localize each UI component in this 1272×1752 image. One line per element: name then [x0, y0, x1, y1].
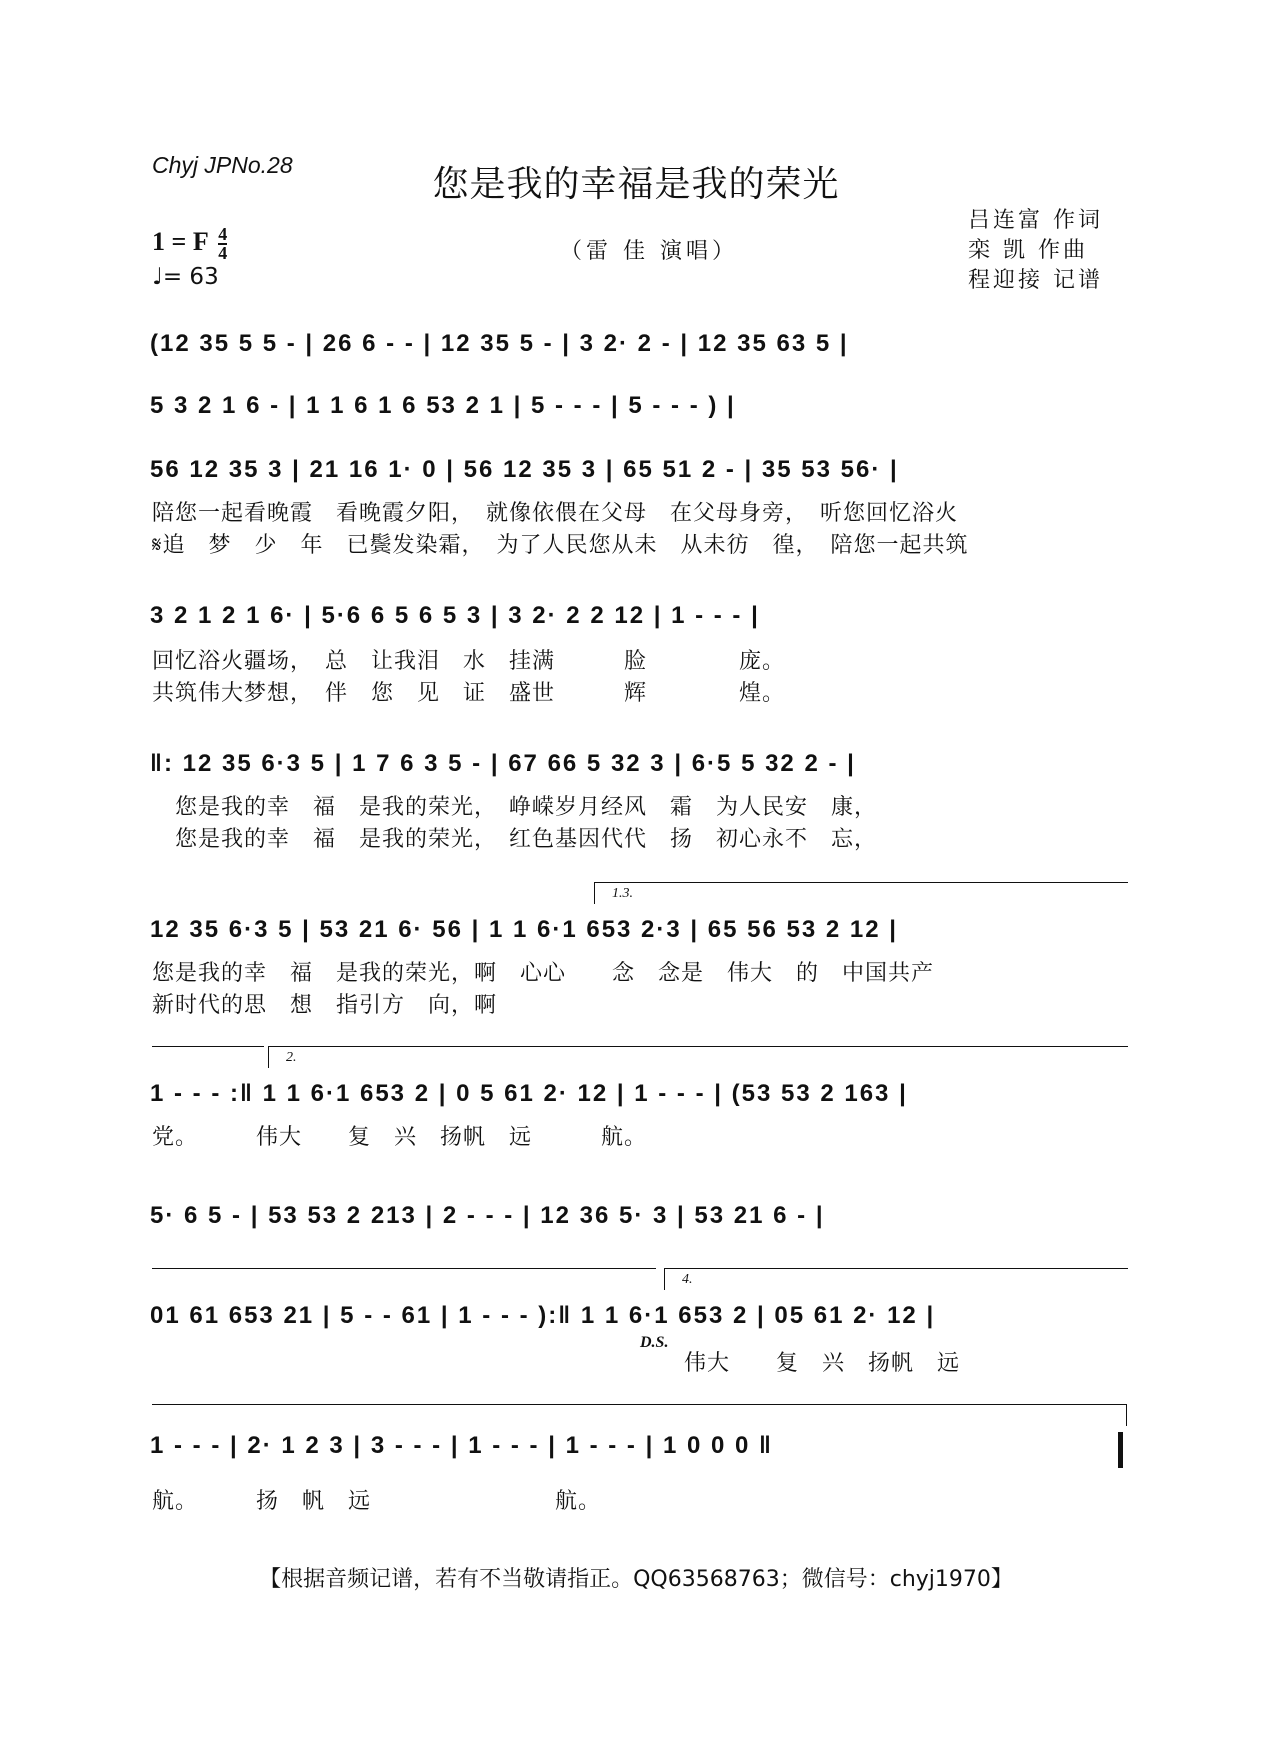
volta-1-3-continuation: [152, 1046, 264, 1047]
score-row-3: 56 12 35 3 | 21 16 1· 0 | 56 12 35 3 | 65 51 2 - | 35 53 56· |: [150, 456, 899, 483]
score-row-8: 5· 6 5 - | 53 53 2 213 | 2 - - - | 12 36 5· 3 | 53 21 6 - |: [150, 1202, 825, 1229]
tempo-mark: ♩= 63: [152, 264, 219, 290]
lyric-row-4b: 共筑伟大梦想， 伴 您 见 证 盛世 辉 煌。: [152, 681, 786, 706]
time-bottom: 4: [218, 243, 228, 263]
footer-note: 【根据音频记谱，若有不当敬请指正。QQ63568763；微信号：chyj1970】: [259, 1567, 1013, 1592]
credits-block: [968, 206, 1103, 296]
key-signature: [152, 226, 227, 262]
lyric-row-5a: 您是我的幸 福 是我的荣光， 峥嵘岁月经风 霜 为人民安 康，: [152, 795, 878, 820]
volta-4-label: 4.: [682, 1272, 693, 1287]
score-row-7: 1 - - - :‖ 1 1 6·1 653 2 | 0 5 61 2· 12 | 1 - - - | (53 53 2 163 |: [150, 1080, 908, 1107]
score-code: Chyj JPNo.28: [152, 152, 293, 178]
lyric-row-10: 航。 扬 帆 远 航。: [152, 1489, 602, 1514]
score-row-6: 12 35 6·3 5 | 53 21 6· 56 | 1 1 6·1 653 2·3 | 65 56 53 2 12 |: [150, 916, 898, 943]
dal-segno-mark: D.S.: [640, 1334, 669, 1351]
score-row-10: 1 - - - | 2· 1 2 3 | 3 - - - | 1 - - - | 1 - - - | 1 0 0 0 ‖: [150, 1432, 773, 1459]
lyric-row-6b: 新时代的思 想 指引方 向，啊: [152, 993, 498, 1018]
volta-4-continuation: [152, 1404, 1126, 1405]
volta-1-3-bracket: [594, 882, 1128, 883]
volta-1-3-label: 1.3.: [612, 886, 633, 901]
score-row-1: (12 35 5 5 - | 26 6 - - | 12 35 5 - | 3 2· 2 - | 12 35 63 5 |: [150, 330, 849, 357]
lyric-row-4a: 回忆浴火疆场， 总 让我泪 水 挂满 脸 庞。: [152, 649, 786, 674]
score-row-9: 01 61 653 21 | 5 - - 61 | 1 - - - ):‖ 1 1 6·1 653 2 | 05 61 2· 12 |: [150, 1302, 936, 1329]
lyric-row-5b: 您是我的幸 福 是我的荣光， 红色基因代代 扬 初心永不 忘，: [152, 827, 878, 852]
volta-1-3-tick: [594, 882, 595, 904]
lyric-row-3a: 陪您一起看晚霞 看晚霞夕阳， 就像依偎在父母 在父母身旁， 听您回忆浴火: [152, 501, 959, 526]
volta-2-continuation: [152, 1268, 656, 1269]
lyric-row-3b: 𝄋追 梦 少 年 已鬓发染霜， 为了人民您从未 从未彷 徨， 陪您一起共筑: [152, 533, 969, 558]
time-top: 4: [218, 224, 228, 244]
time-signature: [218, 226, 227, 262]
lyric-row-7: 党。 伟大 复 兴 扬帆 远 航。: [152, 1125, 648, 1150]
singer-credit: （雷 佳 演唱）: [560, 239, 738, 264]
volta-2-bracket: [268, 1046, 1128, 1047]
score-row-5: ‖: 12 35 6·3 5 | 1 7 6 3 5 - | 67 66 5 32 3 | 6·5 5 32 2 - |: [150, 750, 856, 777]
volta-4-end-tick: [1126, 1404, 1127, 1426]
volta-4-bracket: [664, 1268, 1128, 1269]
volta-2-label: 2.: [286, 1050, 297, 1065]
score-row-2: 5 3 2 1 6 - | 1 1 6 1 6 53 2 1 | 5 - - - | 5 - - - ) |: [150, 392, 736, 419]
song-title: 您是我的幸福是我的荣光: [432, 164, 840, 205]
transcriber-credit: 程迎接 记谱: [968, 268, 1103, 293]
volta-4-tick: [664, 1268, 665, 1290]
composer-credit: 栾 凯 作曲: [968, 238, 1088, 263]
key-label: 1 = F: [152, 226, 208, 256]
final-barline: [1118, 1432, 1123, 1468]
volta-2-tick: [268, 1046, 269, 1068]
lyricist-credit: 吕连富 作词: [968, 208, 1103, 233]
score-row-4: 3 2 1 2 1 6· | 5·6 6 5 6 5 3 | 3 2· 2 2 12 | 1 - - - |: [150, 602, 760, 629]
lyric-row-9: 伟大 复 兴 扬帆 远: [684, 1351, 961, 1376]
lyric-row-6a: 您是我的幸 福 是我的荣光，啊 心心 念 念是 伟大 的 中国共产: [152, 961, 935, 986]
